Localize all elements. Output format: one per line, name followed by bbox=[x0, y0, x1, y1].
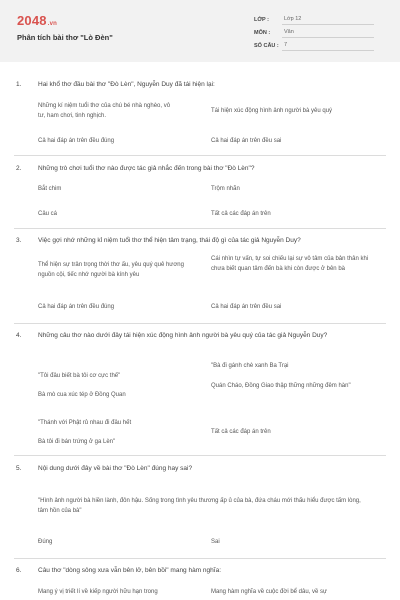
option-a[interactable]: Thể hiện sự trân trọng thời thơ ấu, yêu quý quê hương nguồn cội, tiếc nhớ người bà kính yêu bbox=[38, 262, 184, 278]
question-number: 2. bbox=[16, 165, 22, 172]
question-3 bbox=[0, 236, 400, 246]
option-b[interactable]: Tái hiện xúc động hình ảnh người bà yêu quý bbox=[211, 108, 333, 114]
meta-label: SỐ CÂU : bbox=[254, 42, 279, 49]
question-number: 6. bbox=[16, 567, 22, 574]
question-2 bbox=[0, 164, 400, 174]
question-4 bbox=[0, 331, 400, 341]
question-5 bbox=[0, 464, 400, 474]
option-d[interactable]: Tất cả các đáp án trên bbox=[211, 211, 271, 217]
divider bbox=[14, 228, 386, 229]
divider bbox=[14, 323, 386, 324]
option-b-line2[interactable]: Quán Cháo, Đồng Giao thập thững những đêm hàn" bbox=[211, 383, 351, 389]
question-1 bbox=[0, 80, 400, 90]
question-number: 5. bbox=[16, 465, 22, 472]
question-text: Việc gợi nhớ những kỉ niệm tuổi thơ thể hiện tâm trạng, thái độ gì của tác giả Nguyễn Duy? bbox=[38, 237, 301, 244]
options-6 bbox=[38, 588, 388, 600]
divider bbox=[14, 558, 386, 559]
question-6 bbox=[0, 566, 400, 576]
option-b[interactable]: Trộm nhãn bbox=[211, 186, 240, 192]
site-logo[interactable] bbox=[17, 13, 57, 28]
question-quote: "Hình ảnh người bà hiền lành, đôn hậu. Sống trong tình yêu thương ấp ủ của bà, đứa cháu mới thấu hiểu được tấm lòng, tâm hồn của bà" bbox=[38, 498, 361, 514]
option-a[interactable]: Mang ý vị triết lí về kiếp người hữu hạn trong bbox=[38, 589, 158, 595]
logo-tld: .vn bbox=[47, 21, 58, 27]
options-2 bbox=[38, 185, 388, 225]
option-a-line1[interactable]: "Tôi đâu biết bà tôi cơ cực thế" bbox=[38, 373, 121, 379]
question-text: Câu thơ "dòng sông xưa vẫn bên lở, bên bồi" mang hàm nghĩa: bbox=[38, 567, 221, 574]
divider bbox=[14, 455, 386, 456]
question-number: 4. bbox=[16, 332, 22, 339]
question-number: 1. bbox=[16, 81, 22, 88]
page-title: Phân tích bài thơ "Lò Đèn" bbox=[17, 33, 113, 42]
options-3 bbox=[38, 258, 388, 318]
option-c[interactable]: Câu cá bbox=[38, 211, 58, 217]
options-1 bbox=[38, 102, 388, 162]
meta-value: Lớp 12 bbox=[282, 15, 374, 25]
question-text: Hai khổ thơ đầu bài thơ "Đò Lèn", Nguyễn Duy đã tái hiện lại: bbox=[38, 81, 215, 88]
logo-text: 2048 bbox=[17, 13, 47, 28]
question-number: 3. bbox=[16, 237, 22, 244]
options-4 bbox=[38, 362, 388, 462]
meta-value: 7 bbox=[282, 41, 374, 51]
option-true[interactable]: Đúng bbox=[38, 539, 53, 545]
meta-label: MÔN : bbox=[254, 29, 271, 36]
option-a[interactable]: Bắt chim bbox=[38, 186, 62, 192]
option-a-line2[interactable]: Bà mò cua xúc tép ở Đồng Quan bbox=[38, 392, 126, 398]
option-b-line1[interactable]: "Bà đi gánh chè xanh Ba Trại bbox=[211, 363, 289, 369]
meta-row-count bbox=[254, 41, 374, 50]
header bbox=[0, 0, 400, 62]
option-b[interactable]: Cái nhìn tự vấn, tự soi chiếu lại sự vô tâm của bản thân khi chưa biết quan tâm đến bà khi còn được ở bên bà bbox=[211, 256, 369, 272]
option-false[interactable]: Sai bbox=[211, 539, 220, 545]
meta-label: LỚP : bbox=[254, 16, 269, 23]
meta-row-class bbox=[254, 15, 374, 24]
meta-info bbox=[254, 15, 374, 54]
meta-row-subject bbox=[254, 28, 374, 37]
options-5 bbox=[38, 538, 388, 553]
option-c[interactable]: Cả hai đáp án trên đều đúng bbox=[38, 304, 115, 310]
option-c[interactable]: Cả hai đáp án trên đều đúng bbox=[38, 138, 115, 144]
option-a[interactable]: Những kí niệm tuổi thơ của chú bé nhà nghèo, vô tư, ham chơi, tinh nghịch. bbox=[38, 103, 171, 119]
option-d[interactable]: Tất cả các đáp án trên bbox=[211, 429, 271, 435]
option-c-line1[interactable]: "Thánh với Phật rủ nhau đi đâu hết bbox=[38, 420, 132, 426]
question-text: Những câu thơ nào dưới đây tái hiện xúc động hình ảnh người bà yêu quý của tác giả Nguyễn Duy? bbox=[38, 332, 328, 339]
option-d[interactable]: Cả hai đáp án trên đều sai bbox=[211, 138, 282, 144]
option-c-line2[interactable]: Bà tôi đi bán trứng ở ga Lèn" bbox=[38, 439, 116, 445]
option-b[interactable]: Mang hàm nghĩa về cuộc đời bể dâu, về sự bbox=[211, 589, 328, 595]
divider bbox=[14, 155, 386, 156]
meta-value: Văn bbox=[282, 28, 374, 38]
question-text: Nội dung dưới đây về bài thơ "Đò Lèn" đúng hay sai? bbox=[38, 465, 193, 472]
option-d[interactable]: Cả hai đáp án trên đều sai bbox=[211, 304, 282, 310]
question-text: Những trò chơi tuổi thơ nào được tác giả nhắc đến trong bài thơ "Đò Lèn"? bbox=[38, 165, 255, 172]
